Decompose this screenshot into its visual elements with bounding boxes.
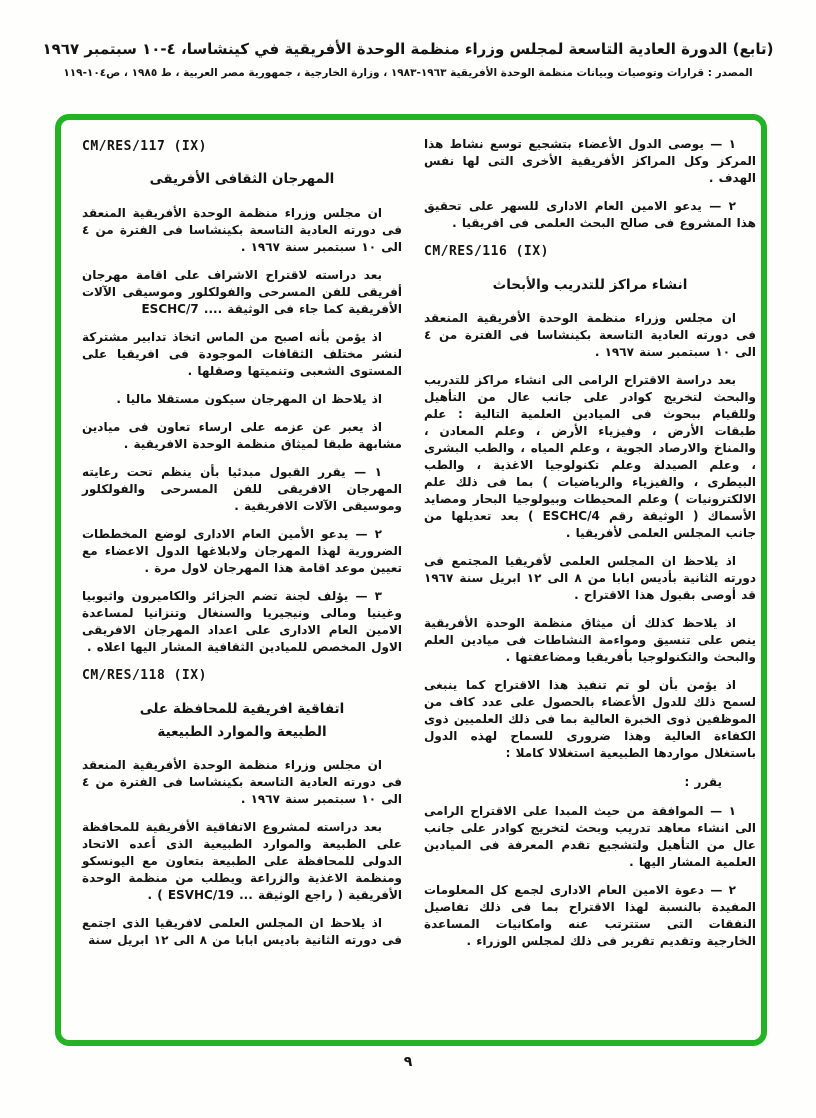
resolution-clause: ان مجلس وزراء منظمة الوحدة الأفريقية المنعقد فى دورته العادية التاسعة بكينشاسا فى الفترة من ٤ الى ١٠ سبتمبر سنة ١٩٦٧ . [82,758,402,807]
resolution-clause: اذ يلاحظ ان المهرجان سيكون مستقلا ماليا . [116,391,382,406]
resolution-clause: ١ — يوصى الدول الأعضاء بتشجيع توسع نشاط هذا المركز وكل المراكز الأفريقية الأخرى التى لها نفس الهدف . [424,137,756,186]
resolution-clause: بعد دراسته لمشروع الاتفاقية الأفريقية للمحافظة على الطبيعة والموارد الطبيعية الذى أعده الاتحاد الدولى للمحافظة على الطبيعة بتعاون مع اليونسكو ومنظمة الاغذية والزراعة ويطلب من منظمة الوحدة الأفريقية ( راجع الوثيقة ... ESVHC/19 ) . [82,820,402,903]
page-number: ٩ [403,1054,413,1070]
resolution-clause: ٢ — يدعو الامين العام الادارى للسهر على تحقيق هذا المشروع فى صالح البحث العلمى فى افريقيا . [424,199,756,231]
decides-label: يقرر : [684,774,722,789]
resolution-clause: ١ — يقرر القبول مبدئيا بأن ينظم تحت رعايته المهرجان الافريقى للفن المسرحى والفولكلور وموسيقى الآلات الافريقية . [82,464,402,514]
resolution-code-cm-res-117: CM/RES/117 (IX) [82,139,207,154]
resolution-clause: اذ يعبر عن عزمه على ارساء تعاون فى ميادين مشابهة طبقا لميثاق منظمة الوحدة الافريقية . [82,419,402,451]
resolution-clause: بعد دراسة الاقتراح الرامى الى انشاء مراكز للتدريب والبحث لتخريج كوادر على جانب عال من التأهيل وللقيام ببحوث فى الميادين العلمية التالية : علم طبقات الأرض ، وفيزياء الأرض ، وعلم المعادن ، والمناخ والارصاد الجوية ، وعلم المياه ، والطب البشرى ، وعلم الصيدلة وعلم تكنولوجيا الاغذية ، والطب البيطرى ، والفيزياء والرياضيات ) بما فى ذلك علم الالكترونيات ) وعلم المحيطات وبيولوجيا البحار ومصايد الأسماك ( الوثيقة رقم ESCHC/4 ) بعد تعديلها من جانب المجلس العلمى لأفريقيا . [424,372,756,541]
resolution-clause: اذ يؤمن بأن لو تم تنفيذ هذا الاقتراح كما ينبغى لسمح ذلك للدول الأعضاء بالحصول على عدد كاف من الموظفين ذوى الخبرة العالية بما فى ذلك العلميين ذوى الكفاءة العالية وهذا ضرورى للسماح لهذه الدول باستغلال مواردها الطبيعية استغلالا كاملا : [424,678,756,761]
session-title: (تابع) الدورة العادية التاسعة لمجلس وزراء منظمة الوحدة الأفريقية في كينشاسا، ٤-١٠ سبتمبر ١٩٦٧ [42,40,774,58]
source-line: المصدر : قرارات وتوصيات وبيانات منظمة الوحدة الأفريقية ١٩٦٣-١٩٨٣ ، وزارة الخارجية ، جمهورية مصر العربية ، ط ١٩٨٥ ، ص١٠٤-١١٩ [63,67,753,79]
left-column [82,136,402,960]
resolution-clause: ان مجلس وزراء منظمة الوحدة الأفريقية المنعقد فى دورته العادية التاسعة بكينشاسا فى الفترة من ٤ الى ١٠ سبتمبر سنة ١٩٦٧ . [424,310,756,359]
resolution-code-cm-res-118: CM/RES/118 (IX) [82,668,207,684]
resolution-clause: اذ يلاحظ ان المجلس العلمى لأفريقيا المجتمع فى دورته الثانية بأديس ابابا من ٨ الى ١٢ ابريل سنة ١٩٦٧ قد أوصى بقبول هذا الاقتراح . [424,554,756,603]
resolution-clause: بعد دراسته لاقتراح الاشراف على اقامة مهرجان أفريقى للفن المسرحى والفولكلور وموسيقى الآلات الأفريقية كما جاء فى الوثيقة .... ESCHC/7 [82,267,402,316]
resolution-title: المهرجان الثقافى الأفريقى [149,171,335,188]
resolution-clause: ١ — الموافقة من حيث المبدا على الاقتراح الرامى الى انشاء معاهد تدريب وبحث لتخريج كوادر على جانب عال من التأهيل ولتشجيع تقدم المعرفة فى الميادين العلمية المشار اليها . [424,803,756,869]
resolution-clause: اذ يلاحظ ان المجلس العلمى لافريقيا الذى اجتمع فى دورته الثانية باديس ابابا من ٨ الى ١٢ ابريل سنة [82,916,402,948]
resolution-title: انشاء مراكز للتدريب والأبحاث [492,276,688,293]
resolution-clause: ٢ — يدعو الأمين العام الادارى لوضع المخططات الضرورية لهذا المهرجان ولابلاغها الدول الاعضاء مع تعيين موعد اقامة هذا المهرجان لاول مرة . [82,527,402,576]
page-header [30,40,786,79]
resolution-clause: اذ يؤمن بأنه اصبح من الماس اتخاذ تدابير مشتركة لنشر مختلف الثقافات الموجودة فى افريقيا على المستوى الشعبى وتنميتها وصقلها . [82,329,402,378]
resolution-title-line1: اتفاقية افريقية للمحافظة على [139,700,345,717]
resolution-clause: ٢ — دعوة الامين العام الادارى لجمع كل المعلومات المفيدة بالنسبة لهذا الاقتراح بما فى ذلك تفاصيل النفقات التى ستترتب عنه وامكانيات المساعدة الخارجية وتقديم تقرير فى ذلك لمجلس الوزراء . [424,882,756,948]
resolution-clause: ٣ — يؤلف لجنة تضم الجزائر والكاميرون واثيوبيا وغينيا ومالى ونيجيريا والسنغال وتنزانيا لمساعدة الامين العام الادارى على اعداد المهرجان الافريقى الاول المخصص للميادين الثقافية المشار اليها اعلاه . [82,589,402,655]
right-column [424,136,756,961]
resolution-clause: ان مجلس وزراء منظمة الوحدة الأفريقية المنعقد فى دورته العادية التاسعة بكينشاسا فى الفترة من ٤ الى ١٠ سبتمبر سنة ١٩٦٧ . [82,205,402,254]
resolution-clause: اذ يلاحظ كذلك أن ميثاق منظمة الوحدة الأفريقية ينص على تنسيق ومواءمة النشاطات فى ميادين العلم والبحث والتكنولوجيا بأفريقيا ومضاعفتها . [424,616,756,665]
resolution-title-line2: الطبيعة والموارد الطبيعية [157,723,327,740]
resolution-code-cm-res-116: CM/RES/116 (IX) [424,244,549,260]
